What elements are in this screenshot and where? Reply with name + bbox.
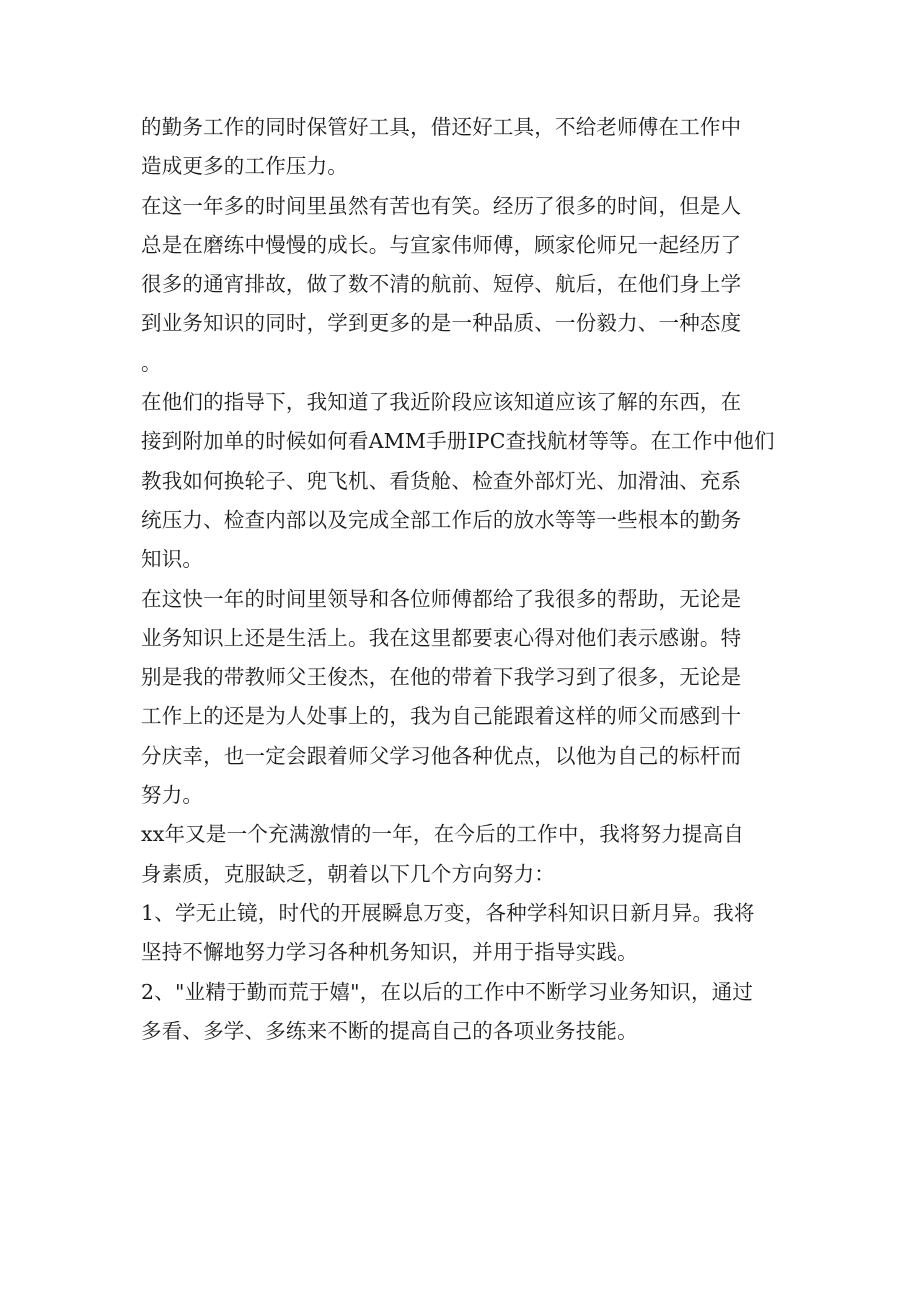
text-line-18: 努力。 (141, 783, 204, 808)
text-line-14: 业务知识上还是生活上。我在这里都要衷心得对他们表示感谢。特 (141, 625, 742, 650)
text-line-5: 很多的通宵排故，做了数不清的航前、短停、航后，在他们身上学 (141, 272, 742, 297)
text-line-11: 统压力、检查内部以及完成全部工作后的放水等等一些根本的勤务 (141, 507, 742, 532)
text-line-9: 接到附加单的时候如何看AMM手册IPC查找航材等等。在工作中他们 (141, 429, 775, 454)
document-body (141, 108, 781, 1051)
text-line-10: 教我如何换轮子、兜飞机、看货舱、检查外部灯光、加滑油、充系 (141, 468, 742, 493)
text-line-19: xx年又是一个充满激情的一年，在今后的工作中，我将努力提高自 (141, 822, 745, 847)
text-line-6: 到业务知识的同时，学到更多的是一种品质、一份毅力、一种态度 (141, 311, 742, 336)
text-line-22: 坚持不懈地努力学习各种机务知识，并用于指导实践。 (141, 940, 638, 965)
text-line-3: 在这一年多的时间里虽然有苦也有笑。经历了很多的时间，但是人 (141, 193, 742, 218)
text-line-16: 工作上的还是为人处事上的，我为自己能跟着这样的师父而感到十 (141, 704, 742, 729)
text-line-15: 别是我的带教师父王俊杰，在他的带着下我学习到了很多，无论是 (141, 665, 742, 690)
text-line-17: 分庆幸，也一定会跟着师父学习他各种优点，以他为自己的标杆而 (141, 743, 742, 768)
text-line-8: 在他们的指导下，我知道了我近阶段应该知道应该了解的东西，在 (141, 390, 742, 415)
text-line-23: 2、"业精于勤而荒于嬉"，在以后的工作中不断学习业务知识，通过 (141, 979, 754, 1004)
text-line-12: 知识。 (141, 547, 204, 572)
text-line-20: 身素质，克服缺乏，朝着以下几个方向努力： (141, 861, 555, 886)
text-line-24: 多看、多学、多练来不断的提高自己的各项业务技能。 (141, 1018, 638, 1043)
text-line-2: 造成更多的工作压力。 (141, 154, 348, 179)
text-line-21: 1、学无止镜，时代的开展瞬息万变，各种学科知识日新月异。我将 (141, 900, 755, 925)
text-line-13: 在这快一年的时间里领导和各位师傅都给了我很多的帮助，无论是 (141, 586, 742, 611)
text-line-1: 的勤务工作的同时保管好工具，借还好工具，不给老师傅在工作中 (141, 115, 742, 139)
text-line-4: 总是在磨练中慢慢的成长。与宣家伟师傅，顾家伦师兄一起经历了 (141, 232, 742, 257)
text-line-7: 。 (141, 350, 162, 375)
